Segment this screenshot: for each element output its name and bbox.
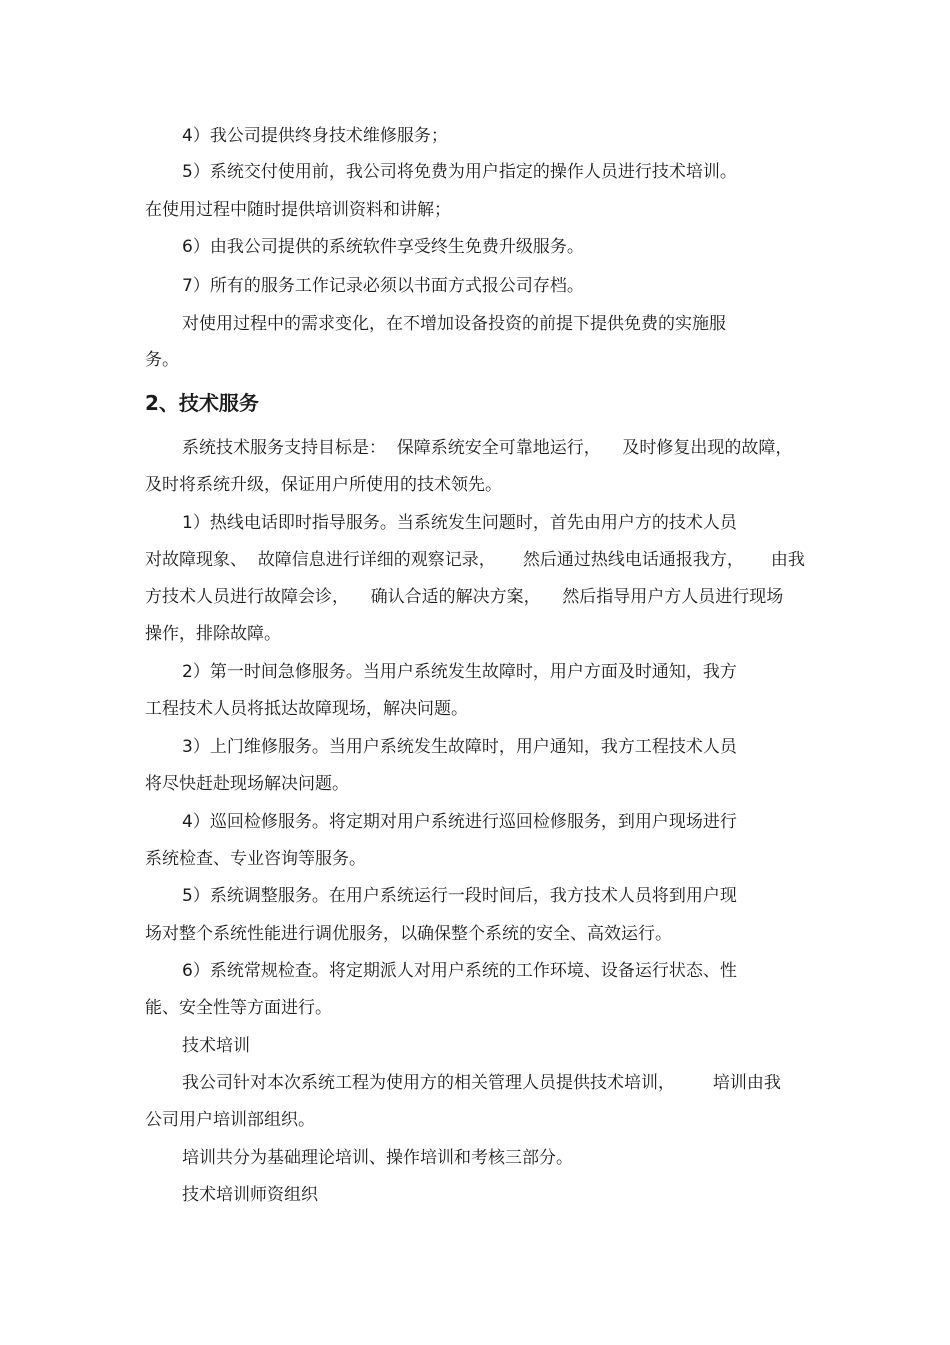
text-line: 公司用户培训部组织。 <box>145 1110 315 1130</box>
text-line: 2）第一时间急修服务。当用户系统发生故障时，用户方面及时通知，我方 <box>182 662 737 682</box>
text-line: 1）热线电话即时指导服务。当系统发生问题时，首先由用户方的技术人员 <box>182 513 737 533</box>
text-line: 7）所有的服务工作记录必须以书面方式报公司存档。 <box>182 276 584 296</box>
text-line: 5）系统调整服务。在用户系统运行一段时间后，我方技术人员将到用户现 <box>182 886 737 906</box>
section-heading: 2、技术服务 <box>145 391 259 415</box>
text-line: 技术培训 <box>182 1036 250 1056</box>
text-line: 系统检查、专业咨询等服务。 <box>145 849 366 869</box>
text-line: 5）系统交付使用前，我公司将免费为用户指定的操作人员进行技术培训。 <box>182 162 737 182</box>
text-line: 6）系统常规检查。将定期派人对用户系统的工作环境、设备运行状态、性 <box>182 961 737 981</box>
text-line: 将尽快赶赴现场解决问题。 <box>145 774 349 794</box>
text-line: 对故障现象、 故障信息进行详细的观察记录， 然后通过热线电话通报我方， 由我 <box>145 550 805 570</box>
text-line: 能、安全性等方面进行。 <box>145 998 332 1018</box>
text-line: 培训共分为基础理论培训、操作培训和考核三部分。 <box>182 1148 573 1168</box>
text-line: 6）由我公司提供的系统软件享受终生免费升级服务。 <box>182 237 584 257</box>
text-line: 在使用过程中随时提供培训资料和讲解； <box>145 200 451 220</box>
text-line: 及时将系统升级，保证用户所使用的技术领先。 <box>145 475 502 495</box>
text-line: 场对整个系统性能进行调优服务，以确保整个系统的安全、高效运行。 <box>145 924 672 944</box>
text-line: 技术培训师资组织 <box>182 1185 318 1205</box>
text-line: 务。 <box>145 350 179 370</box>
text-line: 4）我公司提供终身技术维修服务； <box>182 126 448 146</box>
text-line: 操作，排除故障。 <box>145 624 281 644</box>
text-line: 3）上门维修服务。当用户系统发生故障时，用户通知，我方工程技术人员 <box>182 737 737 757</box>
text-line: 系统技术服务支持目标是： 保障系统安全可靠地运行， 及时修复出现的故障， <box>182 438 793 458</box>
text-line: 方技术人员进行故障会诊， 确认合适的解决方案， 然后指导用户方人员进行现场 <box>145 587 784 607</box>
text-line: 4）巡回检修服务。将定期对用户系统进行巡回检修服务，到用户现场进行 <box>182 812 737 832</box>
text-line: 工程技术人员将抵达故障现场，解决问题。 <box>145 699 468 719</box>
text-line: 我公司针对本次系统工程为使用方的相关管理人员提供技术培训， 培训由我 <box>182 1073 781 1093</box>
text-line: 对使用过程中的需求变化，在不增加设备投资的前提下提供免费的实施服 <box>182 314 726 334</box>
